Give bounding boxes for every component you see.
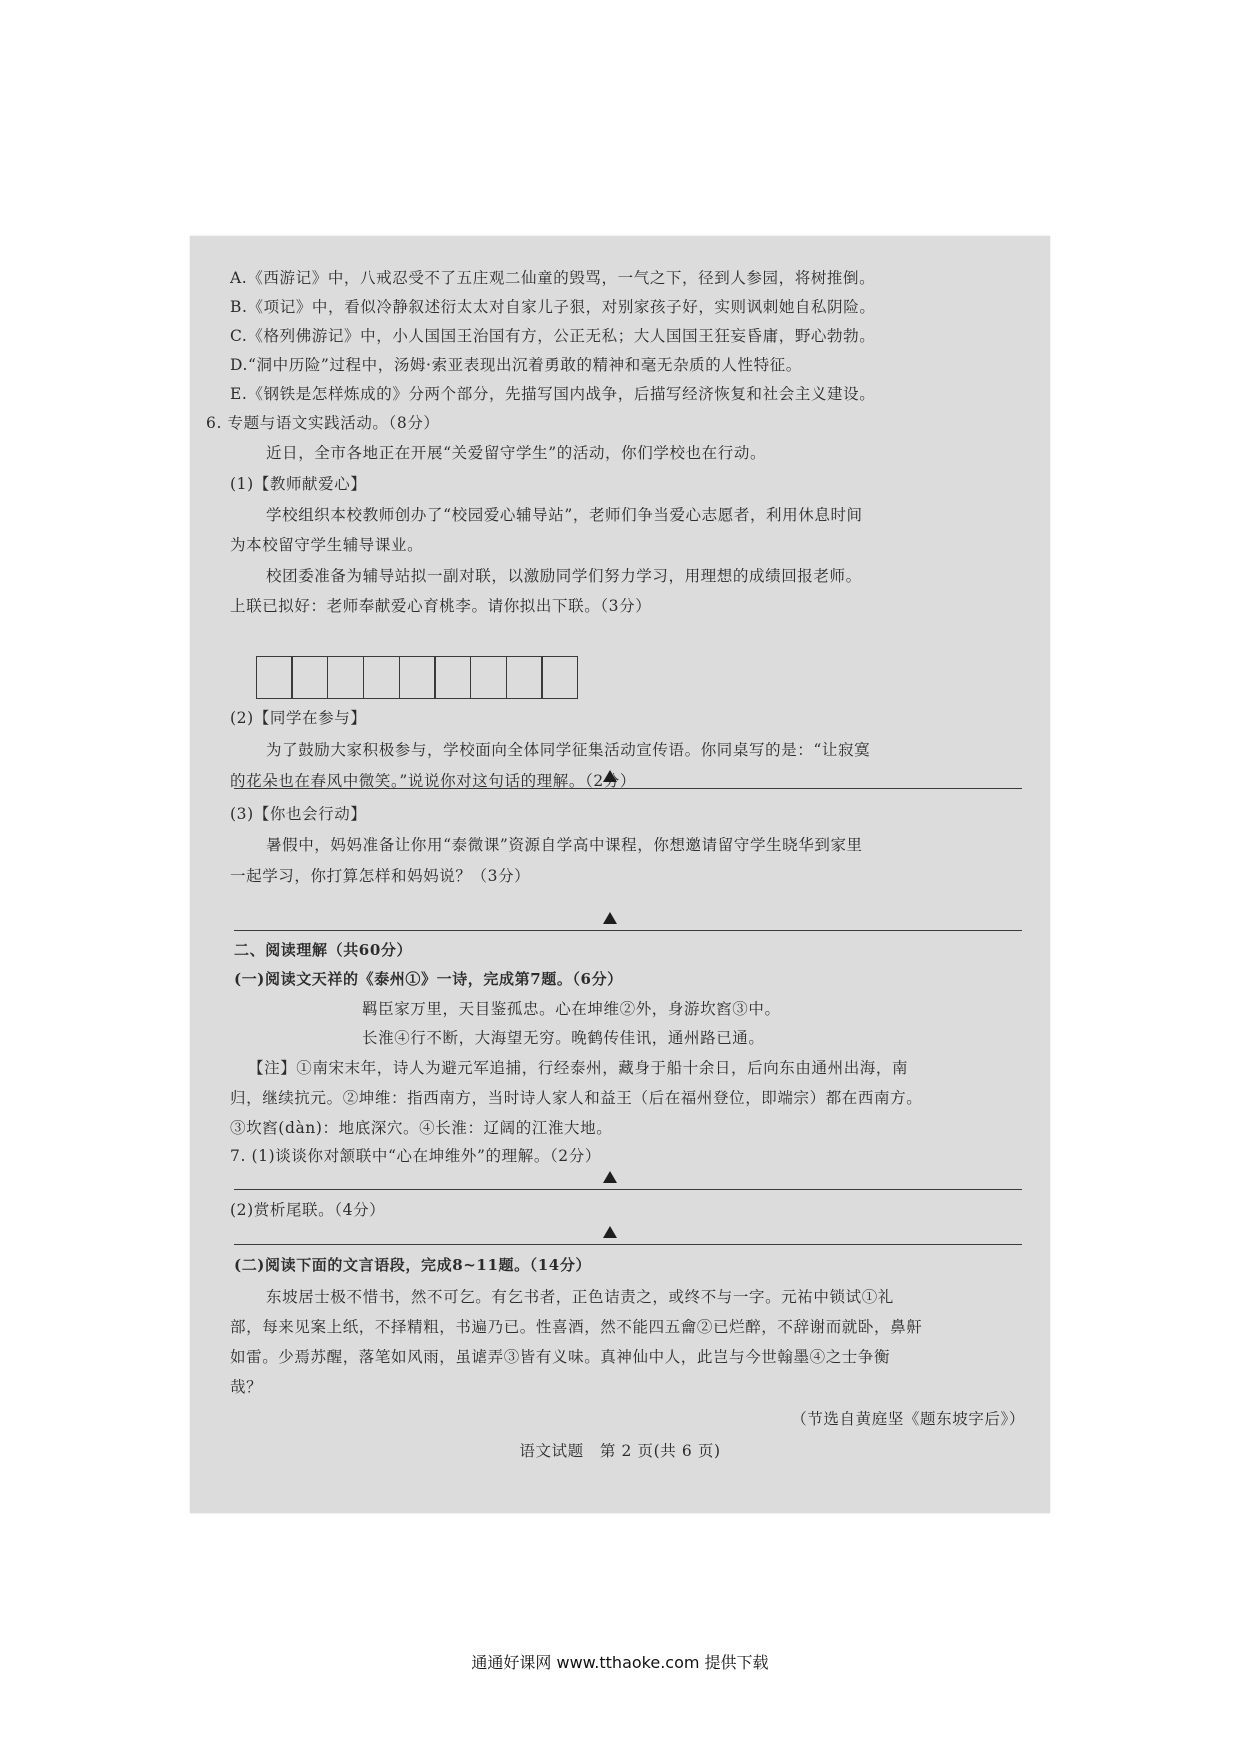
passage-line: 如雷。少焉苏醒，落笔如风雨，虽谑弄③皆有义味。真神仙中人，此岂与今世翰墨④之士争衡: [230, 1348, 891, 1366]
sub-section-1-heading: (一)阅读文天祥的《泰州①》一诗，完成第7题。（6分）: [234, 970, 623, 988]
answer-marker-icon: [603, 1226, 617, 1238]
question-7-1: 7. (1)谈谈你对颔联中“心在坤维外”的理解。（2分）: [230, 1147, 601, 1165]
option-d: D.“洞中历险”过程中，汤姆·索亚表现出沉着勇敢的精神和毫无杂质的人性特征。: [230, 356, 802, 374]
answer-line[interactable]: [234, 1189, 1022, 1190]
couplet-char-cell[interactable]: [291, 656, 328, 699]
part-1-text-line: 上联已拟好：老师奉献爱心育桃李。请你拟出下联。（3分）: [230, 597, 652, 615]
passage-line: 部，每来见案上纸，不择精粗，书遍乃已。性喜酒，然不能四五龠②已烂醉，不辞谢而就卧，鼻鼾: [230, 1318, 923, 1336]
couplet-char-cell[interactable]: [434, 656, 471, 699]
part-2-heading: (2)【同学在参与】: [230, 709, 367, 727]
answer-line[interactable]: [234, 1244, 1022, 1245]
part-3-text-line: 一起学习，你打算怎样和妈妈说？（3分）: [230, 867, 531, 885]
part-3-heading: (3)【你也会行动】: [230, 805, 367, 823]
question-6-intro: 近日，全市各地正在开展“关爱留守学生”的活动，你们学校也在行动。: [266, 444, 767, 462]
couplet-char-cell[interactable]: [506, 656, 543, 699]
couplet-answer-boxes[interactable]: [257, 656, 578, 699]
option-e: E.《钢铁是怎样炼成的》分两个部分，先描写国内战争，后描写经济恢复和社会主义建设。: [230, 385, 876, 403]
sub-section-2-heading: (二)阅读下面的文言语段，完成8~11题。（14分）: [234, 1256, 592, 1274]
option-c: C.《格列佛游记》中，小人国国王治国有方，公正无私；大人国国王狂妄昏庸，野心勃勃。: [230, 327, 876, 345]
note-line: 【注】①南宋末年，诗人为避元军追捕，行经泰州，藏身于船十余日，后向东由通州出海，南: [248, 1059, 909, 1077]
poem-line: 羁臣家万里，天目鉴孤忠。心在坤维②外，身游坎窞③中。: [362, 1000, 781, 1018]
answer-line[interactable]: [234, 930, 1022, 931]
part-3-text-line: 暑假中，妈妈准备让你用“泰微课”资源自学高中课程，你想邀请留守学生晓华到家里: [266, 836, 863, 854]
answer-line[interactable]: [234, 788, 1022, 789]
option-a: A.《西游记》中，八戒忍受不了五庄观二仙童的毁骂，一气之下，径到人参园，将树推倒。: [230, 269, 876, 287]
note-line: 归，继续抗元。②坤维：指西南方，当时诗人家人和益王（后在福州登位，即端宗）都在西南方。: [230, 1089, 923, 1107]
question-6-title: 6. 专题与语文实践活动。（8分）: [206, 414, 440, 432]
download-source-footer: 通通好课网 www.tthaoke.com 提供下载: [471, 1653, 769, 1672]
part-1-text-line: 为本校留守学生辅导课业。: [230, 536, 424, 554]
couplet-char-cell[interactable]: [541, 656, 578, 699]
answer-marker-icon: [603, 1171, 617, 1183]
question-7-2: (2)赏析尾联。（4分）: [230, 1201, 386, 1219]
couplet-char-cell[interactable]: [327, 656, 364, 699]
poem-line: 长淮④行不断，大海望无穷。晚鹤传佳讯，通州路已通。: [362, 1029, 765, 1047]
couplet-char-cell[interactable]: [256, 656, 293, 699]
part-2-text-line: 为了鼓励大家积极参与，学校面向全体同学征集活动宣传语。你同桌写的是：“让寂寞: [266, 741, 871, 759]
option-b: B.《项记》中，看似冷静叙述衍太太对自家儿子狠，对别家孩子好，实则讽刺她自私阴险。: [230, 298, 876, 316]
part-1-heading: (1)【教师献爱心】: [230, 475, 367, 493]
couplet-char-cell[interactable]: [470, 656, 507, 699]
answer-marker-icon: [603, 770, 617, 782]
part-2-text-line: 的花朵也在春风中微笑。”说说你对这句话的理解。（2分）: [230, 772, 636, 790]
couplet-char-cell[interactable]: [363, 656, 400, 699]
passage-source: （节选自黄庭坚《题东坡字后》）: [791, 1410, 1025, 1428]
section-2-heading: 二、阅读理解（共60分）: [234, 941, 413, 959]
passage-line: 哉？: [230, 1378, 263, 1396]
exam-page: [190, 236, 1050, 1513]
part-1-text-line: 校团委准备为辅导站拟一副对联，以激励同学们努力学习，用理想的成绩回报老师。: [266, 567, 862, 585]
answer-marker-icon: [603, 912, 617, 924]
part-1-text-line: 学校组织本校教师创办了“校园爱心辅导站”，老师们争当爱心志愿者，利用休息时间: [266, 506, 863, 524]
note-line: ③坎窞(dàn)：地底深穴。④长淮：辽阔的江淮大地。: [230, 1119, 613, 1137]
passage-line: 东坡居士极不惜书，然不可乞。有乞书者，正色诘责之，或终不与一字。元祐中锁试①礼: [266, 1288, 894, 1306]
page-number: 语文试题 第 2 页(共 6 页): [519, 1442, 721, 1460]
couplet-char-cell[interactable]: [399, 656, 436, 699]
